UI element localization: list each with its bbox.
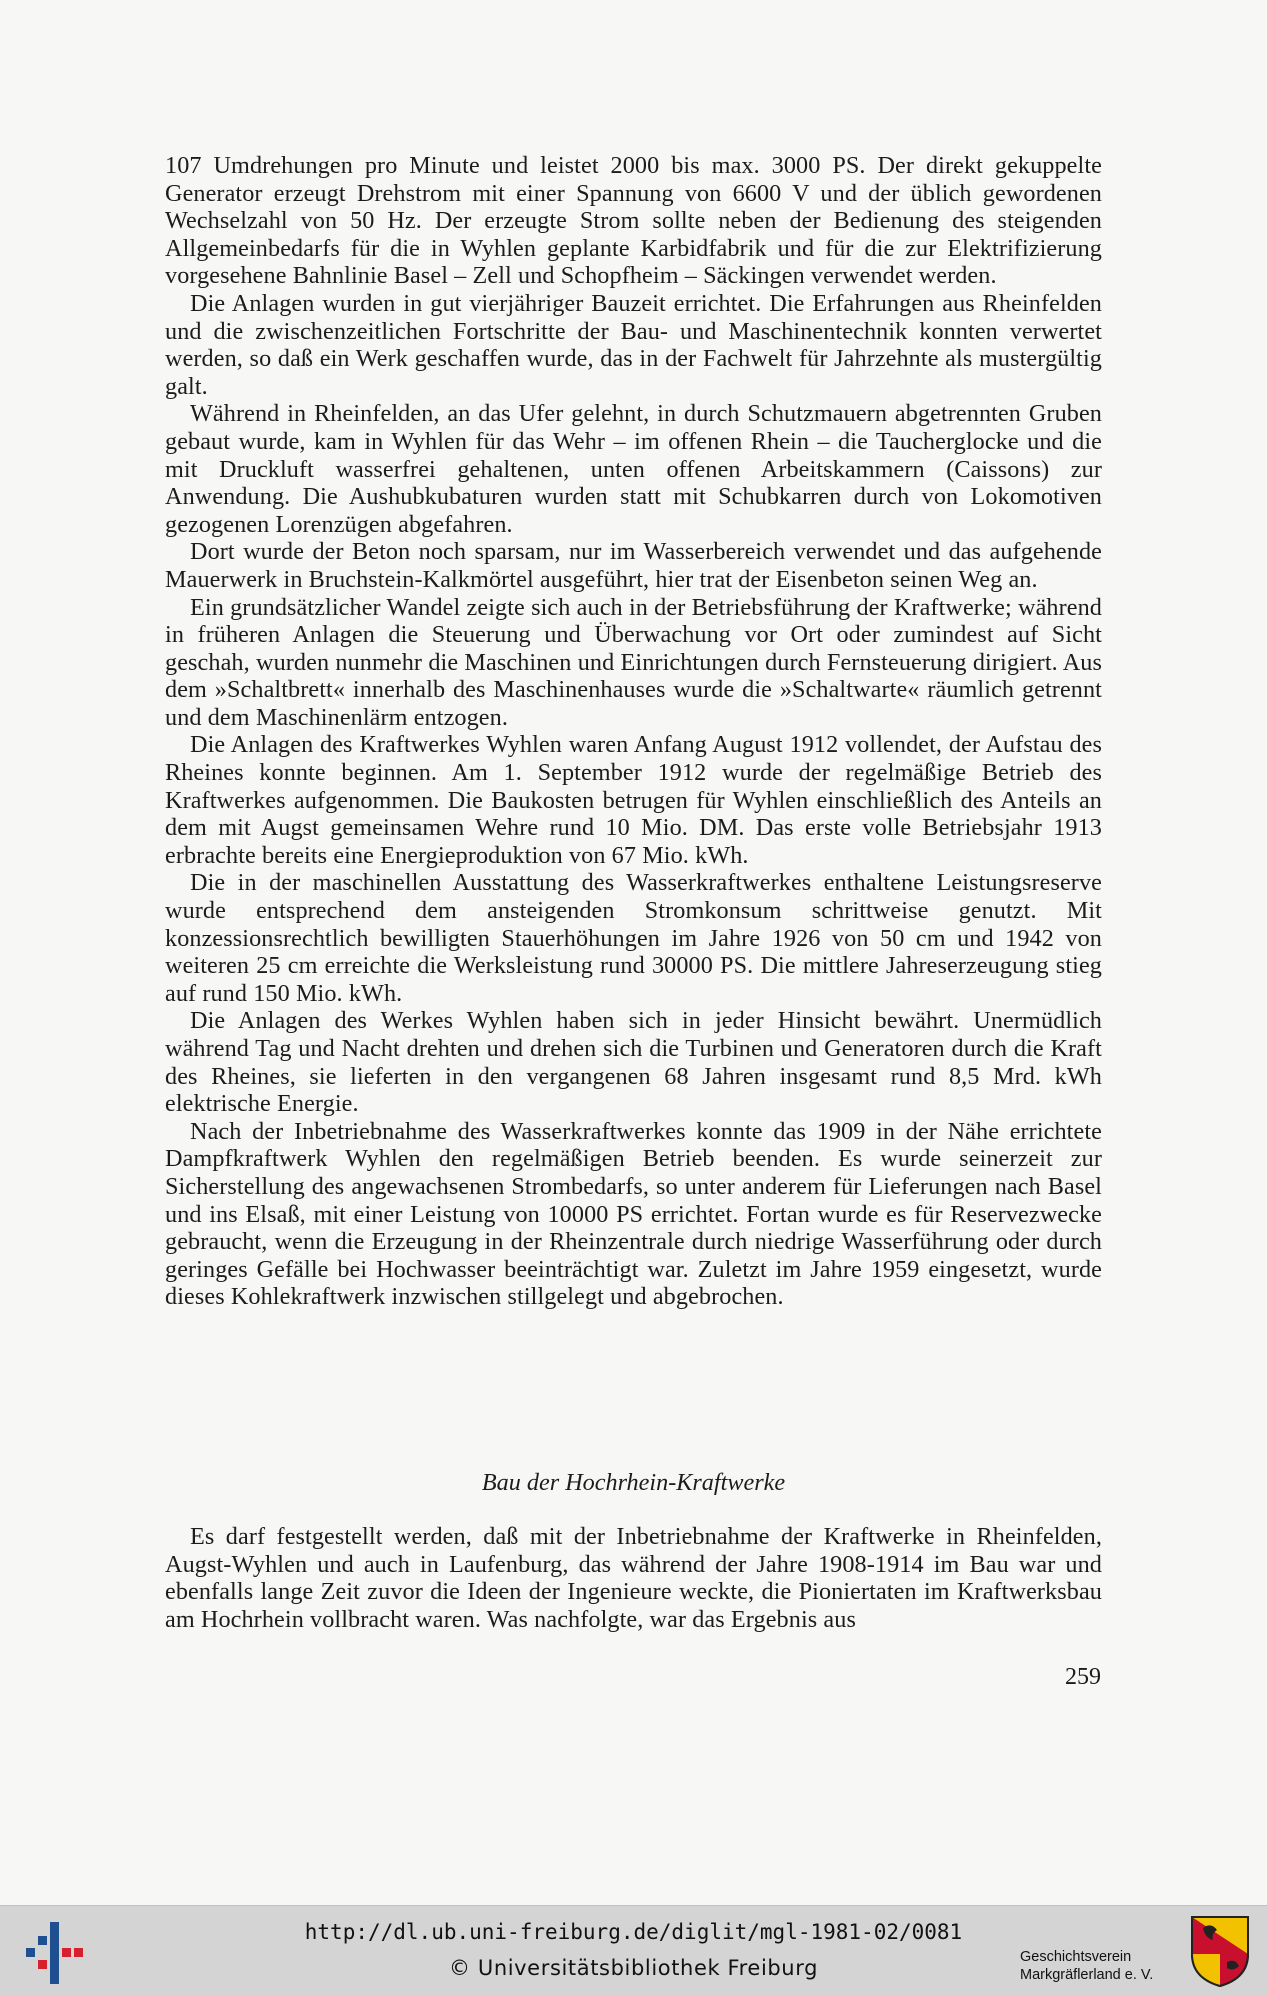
society-name bbox=[1020, 1948, 1180, 1984]
document-url-link[interactable]: http://dl.ub.uni-freiburg.de/diglit/mgl-1981-02/0081 bbox=[304, 1920, 963, 1944]
paragraph: Dort wurde der Beton noch sparsam, nur im Wasserbereich verwendet und das aufgehende Mauerwerk in Bruchstein-Kalkmörtel ausgeführt, hier trat der Eisenbeton seinen Weg an. bbox=[165, 538, 1102, 593]
paragraph: Während in Rheinfelden, an das Ufer gelehnt, in durch Schutzmauern abgetrennten Gruben gebaut wurde, kam in Wyhlen für das Wehr – im offenen Rhein – die Taucherglocke und die mit Druckluft wasserfrei gehaltenen, unten offenen Arbeitskammern (Caissons) zur Anwendung. Die Aushubkubaturen wurden statt mit Schubkarren durch von Lokomotiven gezogenen Lorenzügen abgefahren. bbox=[165, 400, 1102, 538]
paragraph: Die in der maschinellen Ausstattung des Wasserkraftwerkes enthaltene Leistungsreserve wurde entsprechend dem ansteigenden Stromkonsum schrittweise genutzt. Mit konzessionsrechtlich bewilligten Stauerhöhungen im Jahre 1926 von 50 cm und 1942 von weiteren 25 cm erreichte die Werksleistung rund 30000 PS. Die mittlere Jahreserzeugung stieg auf rund 150 Mio. kWh. bbox=[165, 869, 1102, 1007]
copyright-text: © Universitätsbibliothek Freiburg bbox=[448, 1956, 819, 1980]
body-text bbox=[165, 152, 1102, 1311]
coat-of-arms-icon[interactable] bbox=[1189, 1914, 1251, 1989]
paragraph: Die Anlagen des Werkes Wyhlen haben sich in jeder Hinsicht bewährt. Unermüdlich während Tag und Nacht drehten und drehen sich die Turbinen und Generatoren durch die Kraft des Rheines, sie lieferten in den vergangenen 68 Jahren insgesamt rund 8,5 Mrd. kWh elektrische Energie. bbox=[165, 1007, 1102, 1118]
paragraph: Die Anlagen wurden in gut vierjähriger Bauzeit errichtet. Die Erfahrungen aus Rheinfelden und die zwischenzeitlichen Fortschritte der Bau- und Maschinentechnik konnten verwertet werden, so daß ein Werk geschaffen wurde, das in der Fachwelt für Jahrzehnte als mustergültig galt. bbox=[165, 289, 1102, 400]
paragraph: Es darf festgestellt werden, daß mit der Inbetriebnahme der Kraftwerke in Rheinfelden, Augst-Wyhlen und auch in Laufenburg, das während der Jahre 1908-1914 im Bau war und ebenfalls lange Zeit zuvor die Ideen der Ingenieure weckte, die Pioniertaten im Kraftwerksbau am Hochrhein vollbracht waren. Was nachfolgte, war das Ergebnis aus bbox=[165, 1523, 1102, 1633]
section-body-text bbox=[165, 1523, 1102, 1633]
page-number: 259 bbox=[1065, 1664, 1101, 1690]
society-name-line2: Markgräflerland e. V. bbox=[1020, 1967, 1154, 1983]
paragraph: Die Anlagen des Kraftwerkes Wyhlen waren Anfang August 1912 vollendet, der Aufstau des Rheines konnte beginnen. Am 1. September 1912 wurde der regelmäßige Betrieb des Kraftwerkes aufgenommen. Die Baukosten betrugen für Wyhlen einschließlich des Anteils an dem mit Augst gemeinsamen Wehre rund 10 Mio. DM. Das erste volle Betriebsjahr 1913 erbrachte bereits eine Energieproduktion von 67 Mio. kWh. bbox=[165, 731, 1102, 869]
section-heading: Bau der Hochrhein-Kraftwerke bbox=[481, 1469, 786, 1496]
society-name-line1: Geschichtsverein bbox=[1020, 1949, 1132, 1965]
paragraph: Ein grundsätzlicher Wandel zeigte sich auch in der Betriebsführung der Kraftwerke; während in früheren Anlagen die Steuerung und Überwachung vor Ort oder zumindest auf Sicht geschah, wurden nunmehr die Maschinen und Einrichtungen durch Fernsteuerung dirigiert. Aus dem »Schaltbrett« innerhalb des Maschinenhauses wurde die »Schaltwarte« räumlich getrennt und dem Maschinenlärm entzogen. bbox=[165, 593, 1102, 731]
paragraph: Nach der Inbetriebnahme des Wasserkraftwerkes konnte das 1909 in der Nähe errichtete Dampfkraftwerk Wyhlen den regelmäßigen Betrieb beenden. Es wurde seinerzeit zur Sicherstellung des angewachsenen Strombedarfs, so unter anderem für Lieferungen nach Basel und ins Elsaß, mit einer Leistung von 10000 PS errichtet. Fortan wurde es für Reservezwecke gebraucht, wenn die Erzeugung in der Rheinzentrale durch niedrige Wasserführung oder durch geringes Gefälle bei Hochwasser beeinträchtigt war. Zuletzt im Jahre 1959 eingesetzt, wurde dieses Kohlekraftwerk inzwischen stillgelegt und abgebrochen. bbox=[165, 1117, 1102, 1311]
paragraph: 107 Umdrehungen pro Minute und leistet 2000 bis max. 3000 PS. Der direkt gekuppelte Generator erzeugt Drehstrom mit einer Spannung von 6600 V und der üblich gewordenen Wechselzahl von 50 Hz. Der erzeugte Strom sollte neben der Bedienung des steigenden Allgemeinbedarfs für die in Wyhlen geplante Karbidfabrik und für die zur Elektrifizierung vorgesehene Bahnlinie Basel – Zell und Schopfheim – Säckingen verwendet werden. bbox=[165, 152, 1102, 290]
viewer-footer bbox=[0, 1905, 1267, 1995]
